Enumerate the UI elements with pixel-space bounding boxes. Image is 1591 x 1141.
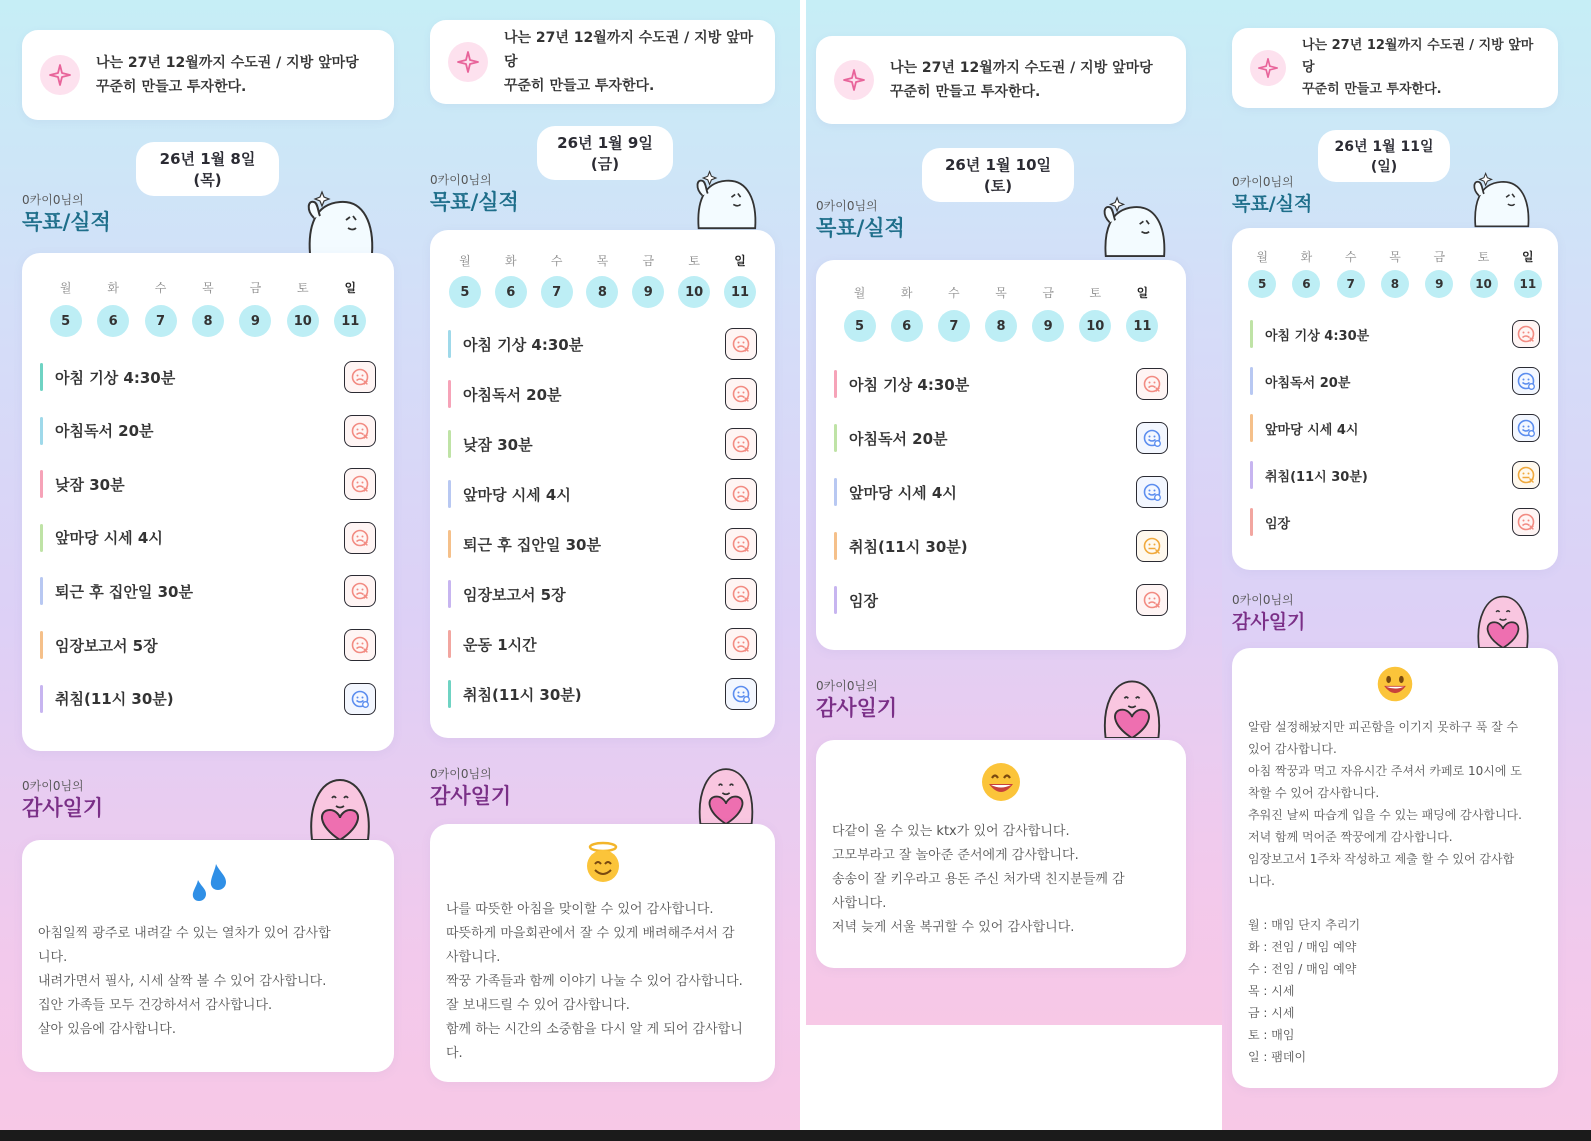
date-circle[interactable]: 5 bbox=[844, 310, 876, 342]
date-circle[interactable]: 6 bbox=[97, 305, 129, 337]
date-pill: 26년 1월 9일(금) bbox=[537, 126, 673, 180]
goal-item bbox=[1250, 361, 1540, 401]
goal-color-bar bbox=[40, 470, 43, 498]
goal-item bbox=[834, 364, 1168, 404]
weekday-label: 토 bbox=[1089, 286, 1102, 300]
gratitude-diary-text: 알람 설정해놨지만 피곤함을 이기지 못하구 푹 잘 수 있어 감사합니다. 아침 짝꿍과 먹고 자유시간 주셔서 카페로 10시에 도 착할 수 있어 감사합니다. 추워진 날씨 따습게 입을 수 있는 패딩에 감사합니다. 저녁 함께 먹어준 짝꿍에게 감사합니다. 임장보고서 1주차 작성하고 제출 할 수 있어 감사합 니다. 월 : 매임 단지 추리기 화 : 전임 / 매임 예약 수 : 전임 / 매임 예약 목 : 시세 금 : 시세 토 : 매임 일 : 팸데이 bbox=[1248, 720, 1522, 1064]
weekday-label: 금 bbox=[1433, 250, 1446, 264]
sparkle-icon bbox=[834, 60, 874, 100]
date-circle[interactable]: 6 bbox=[1292, 270, 1320, 298]
goal-item bbox=[40, 518, 376, 558]
status-fail-icon[interactable] bbox=[725, 478, 757, 510]
goal-item bbox=[448, 324, 757, 364]
halo-smile-icon bbox=[581, 840, 625, 884]
waving-mascot-icon bbox=[688, 168, 764, 230]
goal-color-bar bbox=[448, 680, 451, 708]
status-fail-icon[interactable] bbox=[1136, 584, 1168, 616]
weekday-label: 수 bbox=[948, 286, 960, 300]
goal-color-bar bbox=[40, 524, 43, 552]
weekday-row bbox=[816, 284, 1186, 301]
goal-item bbox=[834, 472, 1168, 512]
day-panel-jan-8 bbox=[0, 0, 420, 1130]
gratitude-diary-card bbox=[1232, 648, 1558, 1088]
gratitude-diary-text: 나를 따뜻한 아침을 맞이할 수 있어 감사합니다. 따뜻하게 마을회관에서 잘 수 있게 배려해주셔서 감 사합니다. 짝꿍 가족들과 함께 이야기 나눌 수 있어 감사합니다. 잘 보내드릴 수 있어 감사합니다. 함께 하는 시간의 소중함을 다시 알 게 되어 감사합니 다. bbox=[446, 902, 743, 1061]
date-circle[interactable]: 7 bbox=[541, 276, 573, 308]
weekday-label: 수 bbox=[550, 254, 563, 268]
goal-item bbox=[40, 571, 376, 611]
status-fail-icon[interactable] bbox=[1136, 368, 1168, 400]
date-circle[interactable]: 9 bbox=[239, 305, 271, 337]
goal-color-bar bbox=[40, 363, 43, 391]
goal-color-bar bbox=[1250, 367, 1253, 395]
goal-label: 운동 1시간 bbox=[463, 635, 537, 654]
goal-color-bar bbox=[448, 380, 451, 408]
goal-item bbox=[1250, 502, 1540, 542]
goal-label: 취침(11시 30분) bbox=[849, 537, 968, 556]
date-circle[interactable]: 7 bbox=[1337, 270, 1365, 298]
goals-section-title bbox=[22, 192, 111, 236]
owner-label: 0카이0님의 bbox=[1232, 175, 1294, 189]
goal-label: 아침독서 20분 bbox=[463, 385, 562, 404]
goal-color-bar bbox=[1250, 414, 1253, 442]
weekday-label: 토 bbox=[297, 281, 309, 295]
goal-item bbox=[448, 374, 757, 414]
goal-color-bar bbox=[834, 586, 837, 614]
weekday-label: 토 bbox=[688, 254, 700, 268]
waving-mascot-icon bbox=[1096, 194, 1172, 258]
goal-label: 취침(11시 30분) bbox=[463, 685, 582, 704]
gratitude-diary-card bbox=[22, 840, 394, 1072]
status-fail-icon[interactable] bbox=[344, 415, 376, 447]
date-circle[interactable]: 11 bbox=[724, 276, 756, 308]
status-fail-icon[interactable] bbox=[1512, 320, 1540, 348]
gratitude-diary-text: 다같이 올 수 있는 ktx가 있어 감사합니다. 고모부라고 잘 놀아준 준서에게 감사합니다. 송송이 잘 키우라고 용돈 주신 처가댁 친지분들께 감 사합니다. 저녁 늦게 서울 복귀할 수 있어 감사합니다. bbox=[832, 824, 1125, 935]
date-circle[interactable]: 9 bbox=[1032, 310, 1064, 342]
goal-label: 임장보고서 5장 bbox=[463, 585, 566, 604]
goal-statement-card bbox=[1232, 28, 1558, 108]
status-done-icon[interactable] bbox=[344, 683, 376, 715]
date-circle[interactable]: 7 bbox=[145, 305, 177, 337]
goal-label: 임장 bbox=[1265, 516, 1291, 532]
status-done-icon[interactable] bbox=[1512, 367, 1540, 395]
status-fail-icon[interactable] bbox=[725, 628, 757, 660]
date-pill: 26년 1월 11일(일) bbox=[1318, 130, 1450, 182]
date-circle[interactable]: 11 bbox=[1126, 310, 1158, 342]
date-circle[interactable]: 6 bbox=[891, 310, 923, 342]
goal-statement-text: 나는 27년 12월까지 수도권 / 지방 앞마당 꾸준히 만들고 투자한다. bbox=[1302, 38, 1534, 97]
goal-label: 앞마당 시세 4시 bbox=[55, 529, 163, 548]
goal-item bbox=[834, 526, 1168, 566]
goal-label: 아침 기상 4:30분 bbox=[1265, 328, 1370, 344]
date-circle[interactable]: 7 bbox=[938, 310, 970, 342]
weekday-label: 화 bbox=[107, 281, 119, 295]
waving-mascot-icon bbox=[1466, 170, 1536, 228]
window-bottom-edge bbox=[0, 1130, 1591, 1141]
grin-icon bbox=[979, 760, 1023, 804]
waving-mascot-icon bbox=[300, 188, 380, 256]
sparkle-icon bbox=[1250, 50, 1286, 86]
goal-label: 아침 기상 4:30분 bbox=[55, 368, 176, 387]
goal-color-bar bbox=[834, 424, 837, 452]
weekday-label: 일 bbox=[734, 254, 746, 268]
gratitude-diary-card bbox=[430, 824, 775, 1082]
date-circle[interactable]: 5 bbox=[449, 276, 481, 308]
weekday-label: 일 bbox=[344, 281, 357, 295]
diary-heading: 감사일기 bbox=[22, 796, 104, 820]
status-fail-icon[interactable] bbox=[344, 629, 376, 661]
date-circle[interactable]: 10 bbox=[1470, 270, 1498, 298]
goal-label: 아침독서 20분 bbox=[1265, 375, 1351, 391]
goal-item bbox=[834, 580, 1168, 620]
goal-label: 아침독서 20분 bbox=[55, 422, 154, 441]
date-circle[interactable]: 8 bbox=[985, 310, 1017, 342]
sparkle-icon bbox=[40, 55, 80, 95]
goal-item bbox=[40, 625, 376, 665]
goal-item bbox=[448, 474, 757, 514]
owner-label: 0카이0님의 bbox=[22, 193, 84, 207]
weekday-label: 금 bbox=[249, 281, 262, 295]
goal-label: 낮잠 30분 bbox=[463, 435, 533, 454]
goal-item bbox=[40, 679, 376, 719]
status-done-icon[interactable] bbox=[1136, 476, 1168, 508]
diary-section-title bbox=[816, 678, 897, 722]
date-circle[interactable]: 9 bbox=[632, 276, 664, 308]
date-circle[interactable]: 5 bbox=[50, 305, 82, 337]
goals-section-title bbox=[1232, 174, 1312, 218]
date-circle[interactable]: 10 bbox=[1079, 310, 1111, 342]
goal-label: 퇴근 후 집안일 30분 bbox=[55, 582, 193, 601]
goal-label: 퇴근 후 집안일 30분 bbox=[463, 535, 601, 554]
owner-label: 0카이0님의 bbox=[1232, 593, 1294, 607]
status-fail-icon[interactable] bbox=[344, 575, 376, 607]
goal-color-bar bbox=[40, 685, 43, 713]
weekday-label: 목 bbox=[1389, 250, 1401, 264]
status-fail-icon[interactable] bbox=[344, 468, 376, 500]
day-panel-jan-11 bbox=[1222, 0, 1591, 1130]
status-fail-icon[interactable] bbox=[725, 378, 757, 410]
goal-label: 아침 기상 4:30분 bbox=[463, 335, 584, 354]
diary-heading: 감사일기 bbox=[1232, 611, 1306, 633]
status-done-icon[interactable] bbox=[1512, 414, 1540, 442]
diary-heading: 감사일기 bbox=[430, 784, 512, 808]
goal-color-bar bbox=[1250, 461, 1253, 489]
status-fail-icon[interactable] bbox=[725, 528, 757, 560]
status-fail-icon[interactable] bbox=[725, 328, 757, 360]
status-fail-icon[interactable] bbox=[725, 428, 757, 460]
goal-item bbox=[1250, 314, 1540, 354]
goal-label: 임장보고서 5장 bbox=[55, 636, 158, 655]
goal-color-bar bbox=[448, 430, 451, 458]
goal-label: 취침(11시 30분) bbox=[55, 690, 174, 709]
goal-statement-text: 나는 27년 12월까지 수도권 / 지방 앞마당 꾸준히 만들고 투자한다. bbox=[890, 60, 1153, 100]
weekday-label: 화 bbox=[900, 286, 913, 300]
heart-mascot-icon bbox=[298, 770, 382, 840]
owner-label: 0카이0님의 bbox=[816, 679, 878, 693]
goal-color-bar bbox=[448, 580, 451, 608]
goal-item bbox=[40, 357, 376, 397]
heart-mascot-icon bbox=[1466, 588, 1540, 648]
heart-mascot-icon bbox=[686, 760, 766, 824]
goal-item bbox=[448, 574, 757, 614]
owner-label: 0카이0님의 bbox=[816, 199, 878, 213]
goals-heading: 목표/실적 bbox=[816, 216, 905, 240]
weekday-label: 금 bbox=[642, 254, 655, 268]
goals-section-title bbox=[816, 198, 905, 242]
day-panel-jan-9 bbox=[420, 0, 800, 1130]
goal-label: 낮잠 30분 bbox=[55, 475, 125, 494]
sparkle-icon bbox=[448, 42, 488, 82]
goal-color-bar bbox=[40, 417, 43, 445]
date-circle[interactable]: 10 bbox=[287, 305, 319, 337]
date-row bbox=[22, 305, 394, 337]
goal-color-bar bbox=[448, 630, 451, 658]
weekday-label: 금 bbox=[1042, 286, 1054, 300]
goal-label: 임장 bbox=[849, 591, 878, 610]
goal-item bbox=[40, 411, 376, 451]
date-pill: 26년 1월 10일(토) bbox=[922, 148, 1074, 202]
weekday-label: 목 bbox=[596, 254, 609, 268]
goal-label: 아침독서 20분 bbox=[849, 429, 948, 448]
goal-color-bar bbox=[40, 577, 43, 605]
goal-statement-card bbox=[816, 36, 1186, 124]
weekday-label: 월 bbox=[59, 281, 72, 295]
goal-statement-card bbox=[430, 20, 775, 104]
goal-label: 앞마당 시세 4시 bbox=[463, 485, 571, 504]
weekday-label: 월 bbox=[853, 286, 866, 300]
goal-label: 앞마당 시세 4시 bbox=[849, 483, 957, 502]
owner-label: 0카이0님의 bbox=[430, 173, 492, 187]
diary-heading: 감사일기 bbox=[816, 696, 898, 720]
goals-card bbox=[22, 253, 394, 751]
goal-item bbox=[448, 674, 757, 714]
weekday-label: 목 bbox=[995, 286, 1007, 300]
status-fail-icon[interactable] bbox=[1512, 508, 1540, 536]
big-smile-icon bbox=[1375, 664, 1415, 704]
date-row bbox=[1232, 270, 1558, 298]
goals-card bbox=[1232, 228, 1558, 570]
status-done-icon[interactable] bbox=[1136, 422, 1168, 454]
goal-item bbox=[448, 524, 757, 564]
owner-label: 0카이0님의 bbox=[430, 767, 492, 781]
goal-item bbox=[40, 464, 376, 504]
diary-section-title bbox=[1232, 592, 1305, 636]
date-circle[interactable]: 8 bbox=[586, 276, 618, 308]
goal-statement-text: 나는 27년 12월까지 수도권 / 지방 앞마당 꾸준히 만들고 투자한다. bbox=[96, 55, 359, 95]
weekday-label: 수 bbox=[154, 281, 167, 295]
date-circle[interactable]: 5 bbox=[1248, 270, 1276, 298]
goal-label: 아침 기상 4:30분 bbox=[849, 375, 970, 394]
goal-color-bar bbox=[448, 480, 451, 508]
goal-item bbox=[1250, 455, 1540, 495]
day-panel-jan-10 bbox=[806, 0, 1222, 1025]
date-circle[interactable]: 10 bbox=[678, 276, 710, 308]
gratitude-diary-card bbox=[816, 740, 1186, 968]
date-row bbox=[816, 310, 1186, 342]
status-fail-icon[interactable] bbox=[725, 578, 757, 610]
goals-section-title bbox=[430, 172, 519, 216]
weekday-row bbox=[22, 279, 394, 296]
status-partial-icon[interactable] bbox=[1136, 530, 1168, 562]
heart-mascot-icon bbox=[1092, 672, 1172, 738]
weekday-label: 일 bbox=[1136, 286, 1149, 300]
status-partial-icon[interactable] bbox=[1512, 461, 1540, 489]
weekday-row bbox=[430, 252, 775, 269]
owner-label: 0카이0님의 bbox=[22, 779, 84, 793]
weekday-label: 수 bbox=[1344, 250, 1357, 264]
weekday-label: 토 bbox=[1477, 250, 1490, 264]
goals-card bbox=[816, 260, 1186, 650]
date-pill: 26년 1월 8일(목) bbox=[136, 142, 279, 196]
weekday-row bbox=[1232, 248, 1558, 265]
goal-label: 앞마당 시세 4시 bbox=[1265, 422, 1359, 438]
weekday-label: 화 bbox=[1300, 250, 1313, 264]
goal-color-bar bbox=[448, 330, 451, 358]
goal-color-bar bbox=[448, 530, 451, 558]
diary-section-title bbox=[22, 778, 103, 822]
goal-statement-card bbox=[22, 30, 394, 120]
goal-item bbox=[448, 624, 757, 664]
date-circle[interactable]: 8 bbox=[192, 305, 224, 337]
weekday-label: 화 bbox=[504, 254, 517, 268]
date-circle[interactable]: 9 bbox=[1425, 270, 1453, 298]
sweat-droplets-icon bbox=[186, 860, 230, 904]
goal-color-bar bbox=[1250, 508, 1253, 536]
goal-item bbox=[448, 424, 757, 464]
weekday-label: 목 bbox=[202, 281, 214, 295]
goal-color-bar bbox=[834, 532, 837, 560]
goals-heading: 목표/실적 bbox=[22, 210, 111, 234]
goal-item bbox=[834, 418, 1168, 458]
goal-item bbox=[1250, 408, 1540, 448]
goals-heading: 목표/실적 bbox=[1232, 193, 1313, 215]
goals-card bbox=[430, 230, 775, 738]
status-fail-icon[interactable] bbox=[344, 361, 376, 393]
weekday-label: 월 bbox=[1256, 250, 1268, 264]
gratitude-diary-text: 아침일찍 광주로 내려갈 수 있는 열차가 있어 감사합 니다. 내려가면서 필사, 시세 살짝 볼 수 있어 감사합니다. 집안 가족들 모두 건강하셔서 감사합니다. 살아 있음에 감사합니다. bbox=[38, 926, 331, 1037]
date-circle[interactable]: 11 bbox=[1514, 270, 1542, 298]
goal-label: 취침(11시 30분) bbox=[1265, 469, 1368, 485]
diary-section-title bbox=[430, 766, 511, 810]
status-fail-icon[interactable] bbox=[344, 522, 376, 554]
goal-statement-text: 나는 27년 12월까지 수도권 / 지방 앞마당 꾸준히 만들고 투자한다. bbox=[504, 30, 754, 94]
status-done-icon[interactable] bbox=[725, 678, 757, 710]
weekday-label: 월 bbox=[459, 254, 471, 268]
date-circle[interactable]: 11 bbox=[334, 305, 366, 337]
date-circle[interactable]: 6 bbox=[495, 276, 527, 308]
goal-color-bar bbox=[834, 370, 837, 398]
weekday-label: 일 bbox=[1522, 250, 1534, 264]
goal-color-bar bbox=[834, 478, 837, 506]
goal-color-bar bbox=[40, 631, 43, 659]
date-row bbox=[430, 276, 775, 308]
goal-color-bar bbox=[1250, 320, 1253, 348]
goals-heading: 목표/실적 bbox=[430, 190, 519, 214]
date-circle[interactable]: 8 bbox=[1381, 270, 1409, 298]
